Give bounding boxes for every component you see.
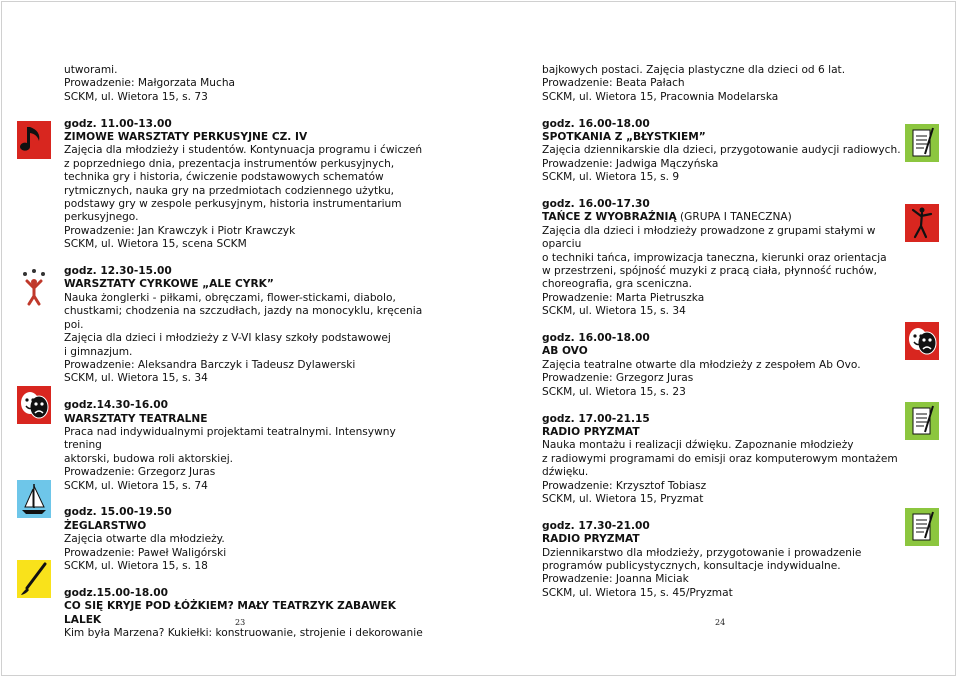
intro-line: SCKM, ul. Wietora 15, s. 73 [64,90,208,103]
event-leader: Prowadzenie: Paweł Waligórski [64,546,227,559]
notepad-pen-icon [905,508,939,546]
event-leader: Prowadzenie: Aleksandra Barczyk i Tadeusz Dylawerski [64,358,356,371]
event-block [64,265,426,386]
notepad-pen-icon [905,402,939,440]
event-description: Kim była Marzena? Kukiełki: konstruowanie, strojenie i dekorowanie [64,626,423,639]
left-column [64,64,426,654]
event-description: o techniki tańca, improwizacja taneczna, kierunki oraz orientacja [542,251,887,264]
event-time: godz. 16.00-18.00 [542,332,650,345]
event-block [64,506,426,573]
event-block [542,520,904,600]
event-title: SPOTKANIA Z „BŁYSTKIEM” [542,131,706,144]
event-title-line [542,211,904,224]
event-title: RADIO PRYZMAT [542,425,640,438]
event-time: godz. 16.00-18.00 [542,117,650,130]
event-description: programów publicystycznych, konsultacje indywidualne. [542,559,841,572]
event-block [64,118,426,252]
event-place: SCKM, ul. Wietora 15, scena SCKM [64,238,247,251]
event-description: Nauka żonglerki - piłkami, obręczami, flower-stickami, diabolo, [64,291,396,304]
event-time: godz. 12.30-15.00 [64,265,172,278]
event-time: godz.15.00-18.00 [64,586,169,599]
event-leader: Prowadzenie: Jan Krawczyk i Piotr Krawczyk [64,224,296,237]
event-time: godz. 15.00-19.50 [64,506,172,519]
intro-line: Prowadzenie: Beata Pałach [542,77,685,90]
event-title: TAŃCE Z WYOBRAŹNIĄ [542,211,677,224]
event-block [542,413,904,507]
intro-block [542,64,904,104]
notepad-pen-icon [905,124,939,162]
event-description: Praca nad indywidualnymi projektami teatralnymi. Intensywny trening [64,425,396,452]
event-description: rytmicznych, nauka gry na przedmiotach codziennego użytku, [64,184,395,197]
event-description: Zajęcia otwarte dla młodzieży. [64,533,225,546]
event-description: Zajęcia dla dzieci i młodzieży prowadzone z grupami stałymi w oparciu [542,224,876,251]
event-leader: Prowadzenie: Joanna Miciak [542,573,689,586]
event-place: SCKM, ul. Wietora 15, s. 74 [64,479,208,492]
event-leader: Prowadzenie: Grzegorz Juras [64,466,216,479]
event-block [542,332,904,399]
event-place: SCKM, ul. Wietora 15, s. 9 [542,171,680,184]
event-time: godz.14.30-16.00 [64,399,169,412]
event-description: Zajęcia dla dzieci i młodzieży z V-VI klasy szkoły podstawowej [64,332,391,345]
event-title: ZIMOWE WARSZTATY PERKUSYJNE CZ. IV [64,131,308,144]
page-number: 24 [715,618,726,627]
event-place: SCKM, ul. Wietora 15, s. 34 [64,372,208,385]
event-title: AB OVO [542,345,588,358]
event-title-suffix: (GRUPA I TANECZNA) [676,211,792,224]
event-description: perkusyjnego. [64,211,139,224]
event-description: w przestrzeni, spójność muzyki z pracą ciała, płynność ruchów, [542,265,878,278]
event-place: SCKM, ul. Wietora 15, Pryzmat [542,492,704,505]
intro-line: SCKM, ul. Wietora 15, Pracownia Modelarska [542,90,779,103]
event-place: SCKM, ul. Wietora 15, s. 34 [542,305,686,318]
event-time: godz. 16.00-17.30 [542,198,650,211]
event-description: dźwięku. [542,466,589,479]
sailboat-icon [17,480,51,518]
event-place: SCKM, ul. Wietora 15, s. 45/Pryzmat [542,586,733,599]
event-description: Zajęcia dla młodzieży i studentów. Kontynuacja programu i ćwiczeń [64,144,423,157]
right-column [542,64,904,614]
event-description: z radiowymi programami do emisji oraz komputerowym montażem [542,452,898,465]
event-leader: Prowadzenie: Krzysztof Tobiasz [542,479,707,492]
event-block [542,118,904,185]
event-description: Nauka montażu i realizacji dźwięku. Zapoznanie młodzieży [542,439,854,452]
event-description: i gimnazjum. [64,345,133,358]
event-leader: Prowadzenie: Jadwiga Mączyńska [542,157,719,170]
event-title: ŻEGLARSTWO [64,519,147,532]
intro-line: utworami. [64,64,118,76]
event-time: godz. 17.30-21.00 [542,519,650,532]
intro-line: Prowadzenie: Małgorzata Mucha [64,77,236,90]
intro-line: bajkowych postaci. Zajęcia plastyczne dla dzieci od 6 lat. [542,64,846,76]
event-description: chustkami; chodzenia na szczudłach, jazdy na monocyklu, kręcenia poi. [64,305,423,331]
event-description: technika gry i historia, ćwiczenie podstawowych schematów [64,171,384,184]
event-time: godz. 17.00-21.15 [542,412,650,425]
event-block [64,399,426,493]
event-place: SCKM, ul. Wietora 15, s. 23 [542,385,686,398]
event-description: podstawy gry w zespole perkusyjnym, historia instrumentarium [64,198,402,211]
event-title: RADIO PRYZMAT [542,533,640,546]
event-description: choreografia, gra sceniczna. [542,278,693,291]
music-note-icon [17,121,51,159]
event-leader: Prowadzenie: Grzegorz Juras [542,372,694,385]
event-description: aktorski, budowa roli aktorskiej. [64,452,234,465]
event-description: Dziennikarstwo dla młodzieży, przygotowanie i prowadzenie [542,546,862,559]
intro-block [64,64,426,104]
event-description: Zajęcia dziennikarskie dla dzieci, przygotowanie audycji radiowych. [542,144,901,157]
theatre-masks-icon [905,322,939,360]
event-title: CO SIĘ KRYJE POD ŁÓŻKIEM? MAŁY TEATRZYK ZABAWEK LALEK [64,600,396,626]
theatre-masks-icon [17,386,51,424]
event-title: WARSZTATY TEATRALNE [64,412,208,425]
event-title: WARSZTATY CYRKOWE „ALE CYRK” [64,278,274,291]
event-description: Zajęcia teatralne otwarte dla młodzieży z zespołem Ab Ovo. [542,358,861,371]
paintbrush-icon [17,560,51,598]
event-description: z poprzedniego dnia, prezentacja instrumentów perkusyjnych, [64,157,395,170]
event-block [64,587,426,641]
event-place: SCKM, ul. Wietora 15, s. 18 [64,559,208,572]
page-number: 23 [235,618,246,627]
event-leader: Prowadzenie: Marta Pietruszka [542,291,705,304]
dancer-icon [905,204,939,242]
juggler-icon [17,268,51,306]
event-time: godz. 11.00-13.00 [64,117,172,130]
event-block [542,198,904,319]
